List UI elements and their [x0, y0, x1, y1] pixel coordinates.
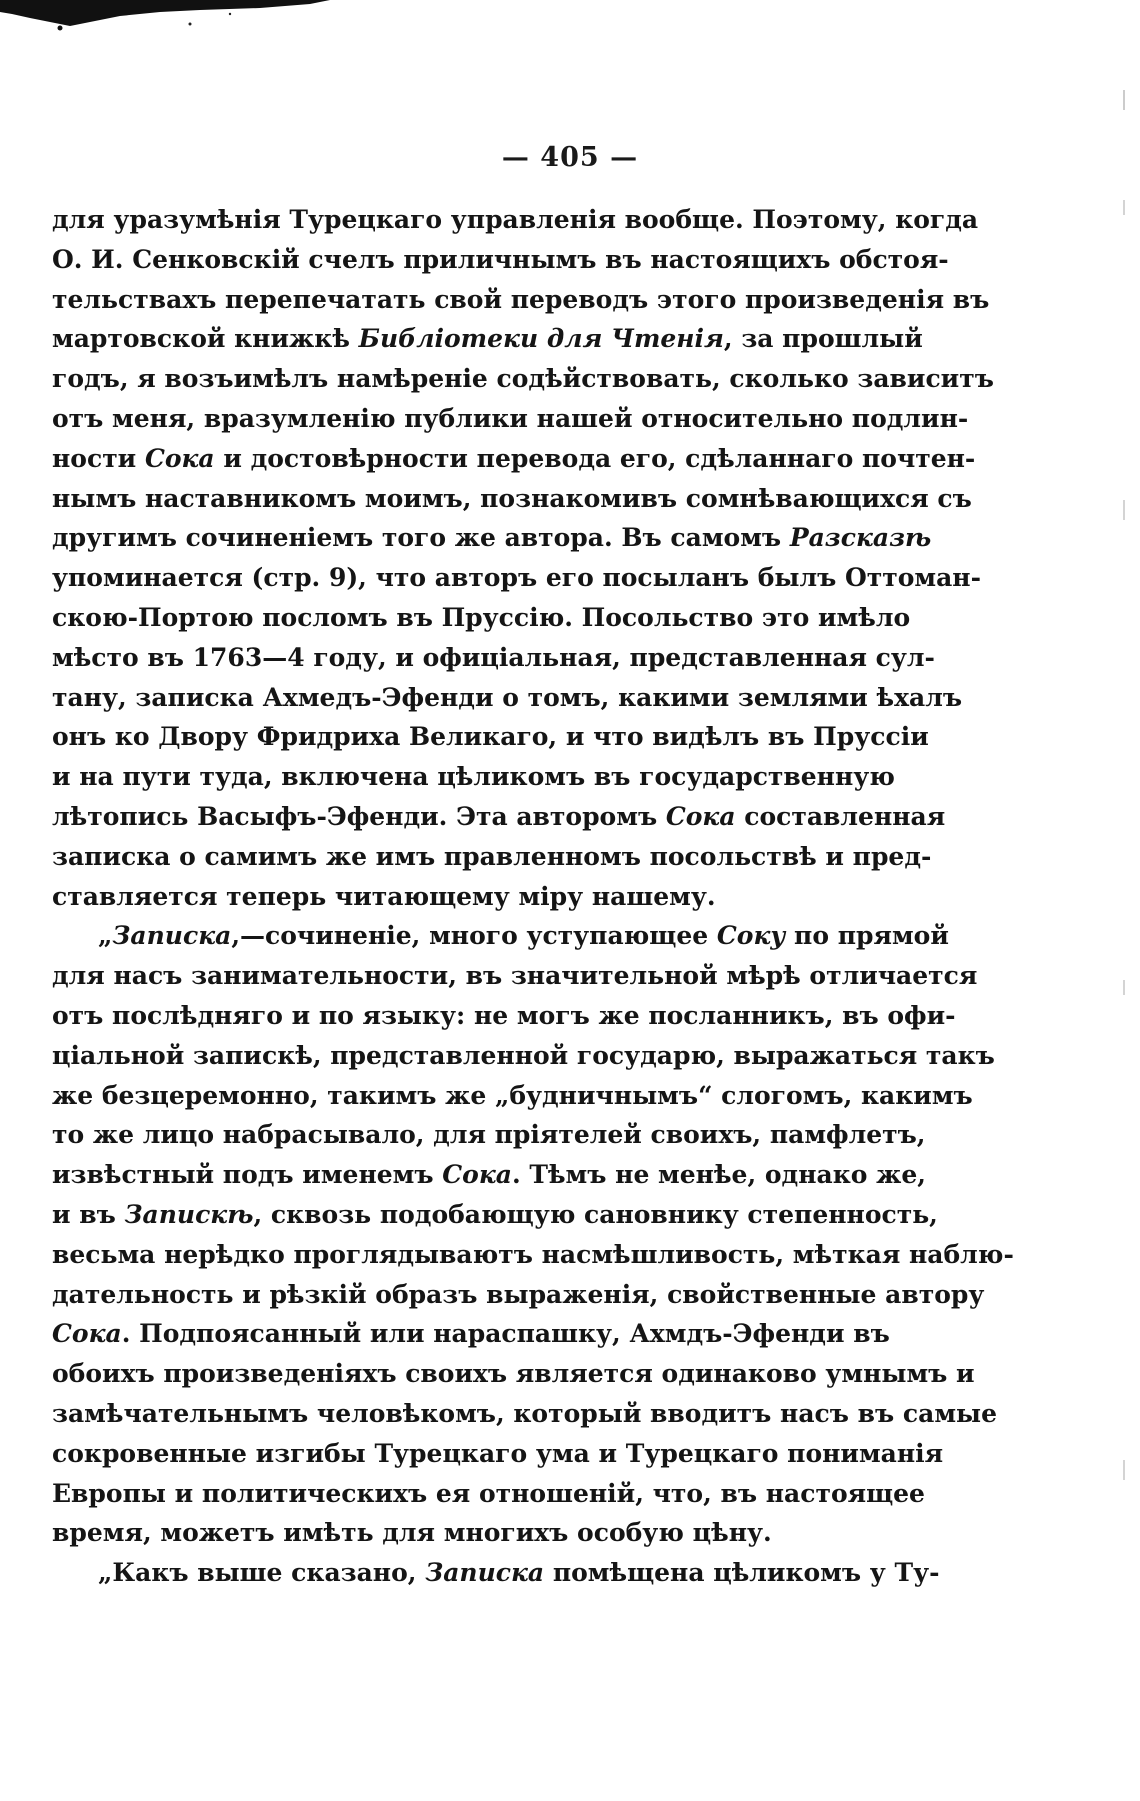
text-segment: время, можетъ имѣть для многихъ особую цѣну. — [52, 1518, 772, 1548]
text-segment: и достовѣрности перевода его, сдѣланнаго почтен- — [214, 443, 976, 473]
text-line — [52, 1314, 890, 1354]
text-line — [52, 479, 972, 519]
text-segment: тану, записка Ахмедъ-Эфенди о томъ, какими землями ѣхалъ — [52, 682, 962, 712]
text-segment: ціальной запискѣ, представленной государю, выражаться такъ — [52, 1040, 995, 1070]
text-segment: весьма нерѣдко проглядываютъ насмѣшливость, мѣткая наблю- — [52, 1239, 1014, 1269]
text-segment: , за прошлый — [723, 324, 923, 354]
italic-text: Записка — [425, 1558, 545, 1588]
text-segment: составленная — [735, 801, 946, 831]
text-segment: обоихъ произведеніяхъ своихъ является одинаково умнымъ и — [52, 1359, 975, 1389]
text-line — [52, 1354, 975, 1394]
text-line — [52, 1474, 925, 1514]
text-segment: годъ, я возъимѣлъ намѣреніе содѣйствовать, сколько зависитъ — [52, 364, 994, 394]
body-text — [52, 200, 1014, 1593]
text-line — [52, 757, 895, 797]
text-segment: . Тѣмъ не менѣе, однако же, — [511, 1160, 926, 1190]
text-segment: и на пути туда, включена цѣликомъ въ государственную — [52, 762, 895, 792]
text-segment: записка о самимъ же имъ правленномъ посольствѣ и пред- — [52, 841, 932, 871]
text-segment: сокровенные изгибы Турецкаго ума и Турецкаго пониманія — [52, 1438, 944, 1468]
text-segment: нымъ наставникомъ моимъ, познакомивъ сомнѣвающихся съ — [52, 483, 972, 513]
italic-text: Записка — [112, 921, 232, 951]
text-segment: отъ меня, вразумленію публики нашей относительно подлин- — [52, 403, 969, 433]
text-line — [52, 1036, 995, 1076]
text-segment: упоминается (стр. 9), что авторъ его посыланъ былъ Оттоман- — [52, 563, 981, 593]
scan-edge-marks — [1116, 80, 1132, 1580]
italic-text: Сока — [52, 1319, 122, 1349]
text-line — [52, 877, 884, 917]
italic-text: Запискѣ — [124, 1199, 254, 1229]
text-line — [52, 837, 932, 877]
italic-text: Библіотеки для Чтенія — [358, 324, 724, 354]
text-line — [52, 1275, 985, 1315]
page-number: — 405 — — [501, 142, 639, 173]
text-segment: скою-Портою посломъ въ Пруссію. Посольство это имѣло — [52, 602, 911, 632]
text-line — [52, 439, 976, 479]
text-line — [52, 1235, 1014, 1275]
text-segment: дательность и рѣзкій образъ выраженія, свойственные автору — [52, 1279, 985, 1309]
text-line — [52, 598, 911, 638]
text-segment: то же лицо набрасывало, для пріятелей своихъ, памфлетъ, — [52, 1120, 926, 1150]
text-segment: тельствахъ перепечатать свой переводъ этого произведенія въ — [52, 284, 990, 314]
text-segment: Европы и политическихъ ея отношеній, что, въ настоящее — [52, 1478, 925, 1508]
text-segment: ,—сочиненіе, много уступающее — [231, 921, 717, 951]
text-line — [52, 518, 932, 558]
text-segment: для уразумѣнія Турецкаго управленія вообще. Поэтому, когда — [52, 205, 979, 234]
italic-text: Разсказѣ — [789, 523, 932, 553]
text-line — [52, 1155, 926, 1195]
italic-text: Соку — [716, 921, 786, 951]
text-segment: мѣсто въ 1763—4 году, и офиціальная, представленная сул- — [52, 642, 935, 672]
italic-text: Сока — [665, 801, 736, 831]
text-segment: другимъ сочиненіемъ того же автора. Въ самомъ — [52, 523, 790, 553]
text-segment: ставляется теперь читающему міру нашему. — [52, 881, 716, 911]
text-line — [52, 1513, 884, 1553]
text-line — [52, 717, 929, 757]
text-segment: же безцеремонно, такимъ же „будничнымъ“ слогомъ, какимъ — [52, 1080, 973, 1110]
text-line — [52, 240, 949, 280]
text-segment: ности — [52, 443, 145, 473]
text-segment: . Подпоясанный или нараспашку, Ахмдъ-Эфенди въ — [121, 1319, 890, 1349]
text-line — [52, 1195, 938, 1235]
text-line — [52, 200, 979, 240]
text-line — [52, 916, 949, 956]
text-segment: „ — [98, 921, 113, 951]
text-segment: О. И. Сенковскій счелъ приличнымъ въ настоящихъ обстоя- — [52, 244, 949, 274]
text-line — [52, 678, 962, 718]
text-line — [52, 280, 990, 320]
text-segment: извѣстный подъ именемъ — [52, 1160, 443, 1190]
text-line — [52, 956, 978, 996]
text-line — [52, 1553, 940, 1593]
text-line — [52, 1115, 926, 1155]
text-segment: , сквозь подобающую сановнику степенность, — [253, 1199, 938, 1229]
text-line — [52, 399, 969, 439]
italic-text: Сока — [144, 443, 215, 473]
scan-smudge-mark — [0, 0, 330, 34]
text-segment: по прямой — [785, 921, 949, 951]
text-line — [52, 638, 935, 678]
text-line — [52, 1076, 973, 1116]
text-line — [52, 797, 946, 837]
text-segment: замѣчательнымъ человѣкомъ, который вводитъ насъ въ самые — [52, 1398, 998, 1428]
text-segment: и въ — [52, 1199, 125, 1229]
text-line — [52, 1394, 998, 1434]
text-segment: мартовской книжкѣ — [52, 324, 359, 354]
text-line — [52, 558, 981, 598]
italic-text: Сока — [442, 1160, 512, 1190]
text-segment: помѣщена цѣликомъ у Ту- — [544, 1558, 940, 1588]
text-segment: отъ послѣдняго и по языку: не могъ же посланникъ, въ офи- — [52, 1000, 956, 1030]
text-line — [52, 996, 956, 1036]
text-segment: „Какъ выше сказано, — [98, 1558, 426, 1588]
text-line — [52, 359, 994, 399]
text-segment: онъ ко Двору Фридриха Великаго, и что видѣлъ въ Пруссіи — [52, 722, 929, 752]
text-segment: для насъ занимательности, въ значительной мѣрѣ отличается — [52, 961, 978, 991]
text-line — [52, 319, 923, 359]
text-segment: лѣтопись Васыфъ-Эфенди. Эта авторомъ — [52, 801, 666, 831]
text-line — [52, 1434, 944, 1474]
